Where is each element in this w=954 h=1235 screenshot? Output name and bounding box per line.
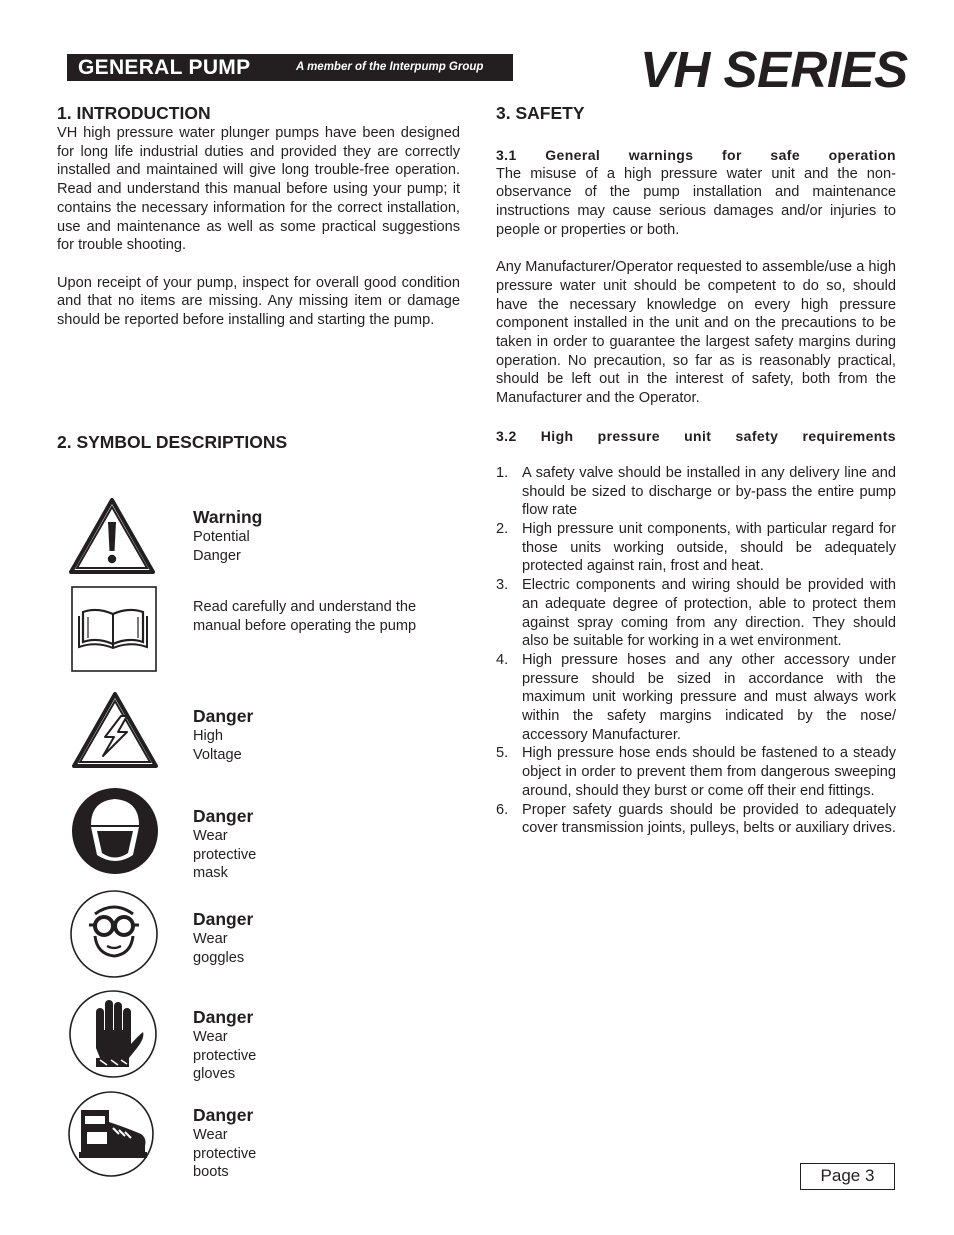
safety-paragraph-1: The misuse of a high pressure water unit and the non-observance of the pump installation and maintenance instructions may cause serious damages and/or injuries to people or properties or both. bbox=[496, 165, 896, 238]
list-item: 4. High pressure hoses and any other accessory under pressure should be sized in accordance with the maximum unit working pressure and must always work within the safety margins indicated by the nose/ accessory Manufacturer. bbox=[496, 651, 896, 743]
brand-tagline: A member of the Interpump Group bbox=[296, 61, 484, 73]
brand-bar bbox=[67, 54, 513, 81]
goggles-icon bbox=[67, 888, 159, 980]
symbol-title: Warning bbox=[193, 507, 263, 527]
symbol-description: High Voltage bbox=[193, 728, 242, 763]
introduction-heading: 1. INTRODUCTION bbox=[57, 103, 211, 123]
list-item: 6. Proper safety guards should be provided to adequately cover transmission joints, pulleys, belts or auxiliary drives. bbox=[496, 801, 896, 837]
brand-name: GENERAL PUMP bbox=[78, 56, 251, 79]
safety-section bbox=[496, 102, 896, 838]
safety-paragraph-2: Any Manufacturer/Operator requested to assemble/use a high pressure water unit should be competent to do so, should have the necessary knowledge on every high pressure component installed in the unit and on the precautions to be taken in order to guarantee the largest safety margins during operation. No precaution, so far as is reasonably practical, should be left out in the interest of safety, both from the Manufacturer and the Operator. bbox=[496, 259, 896, 407]
boots-icon bbox=[67, 1088, 159, 1180]
symbol-title: Danger bbox=[193, 706, 254, 726]
protective-mask-icon bbox=[67, 785, 159, 877]
symbol-descriptions-heading: 2. SYMBOL DESCRIPTIONS bbox=[57, 432, 288, 452]
introduction-paragraph-1: VH high pressure water plunger pumps have been designed for long life industrial duties and provided they are correctly installed and maintained will give long trouble-free operation. Read and understand this manual before using your pump; it contains the necessary information for the correct installation, use and maintenance as well as some practical suggestions for trouble shooting. bbox=[57, 125, 460, 254]
high-voltage-icon bbox=[67, 690, 159, 770]
safety-subheading-3-2: 3.2 High pressure unit safety requirements bbox=[496, 427, 896, 444]
safety-requirements-list bbox=[496, 464, 896, 838]
symbol-description: Wear protective mask bbox=[193, 828, 257, 882]
introduction-paragraph-2: Upon receipt of your pump, inspect for overall good condition and that no items are missing. Any missing item or damage should be reported before installing and starting the pump. bbox=[57, 274, 460, 329]
symbol-title: Danger bbox=[193, 1007, 254, 1027]
safety-heading: 3. SAFETY bbox=[496, 103, 585, 123]
series-title: VH SERIES bbox=[640, 41, 908, 98]
manual-book-icon bbox=[67, 586, 157, 674]
list-item: 2. High pressure unit components, with particular regard for those units working outside, should be adequately protected against rain, frost and heat. bbox=[496, 521, 896, 575]
symbol-title: Danger bbox=[193, 1105, 254, 1125]
warning-triangle-icon bbox=[67, 496, 157, 576]
introduction-section bbox=[57, 102, 460, 330]
symbol-description: Potential Danger bbox=[193, 529, 250, 564]
list-item: 1. A safety valve should be installed in any delivery line and should be sized to discharge or by-pass the entire pump flow rate bbox=[496, 464, 896, 519]
list-item: 3. Electric components and wiring should be provided with an adequate degree of protection, able to protect them against spray coming from any direction. They should also be suitable for working in a wet environment. bbox=[496, 577, 896, 650]
symbol-title: Danger bbox=[193, 806, 254, 826]
symbol-description: Read carefully and understand the manual before operating the pump bbox=[193, 599, 417, 634]
symbol-description: Wear protective gloves bbox=[193, 1029, 257, 1083]
symbol-description: Wear goggles bbox=[193, 931, 245, 966]
safety-subheading-3-1: 3.1 General warnings for safe operation bbox=[496, 147, 896, 163]
gloves-icon bbox=[67, 988, 159, 1080]
symbol-description: Wear protective boots bbox=[193, 1127, 257, 1181]
symbol-title: Danger bbox=[193, 909, 254, 929]
page-number: Page 3 bbox=[800, 1163, 895, 1190]
list-item: 5. High pressure hose ends should be fastened to a steady object in order to prevent them from dangerous sweeping around, should they burst or come off their end fittings. bbox=[496, 745, 896, 799]
